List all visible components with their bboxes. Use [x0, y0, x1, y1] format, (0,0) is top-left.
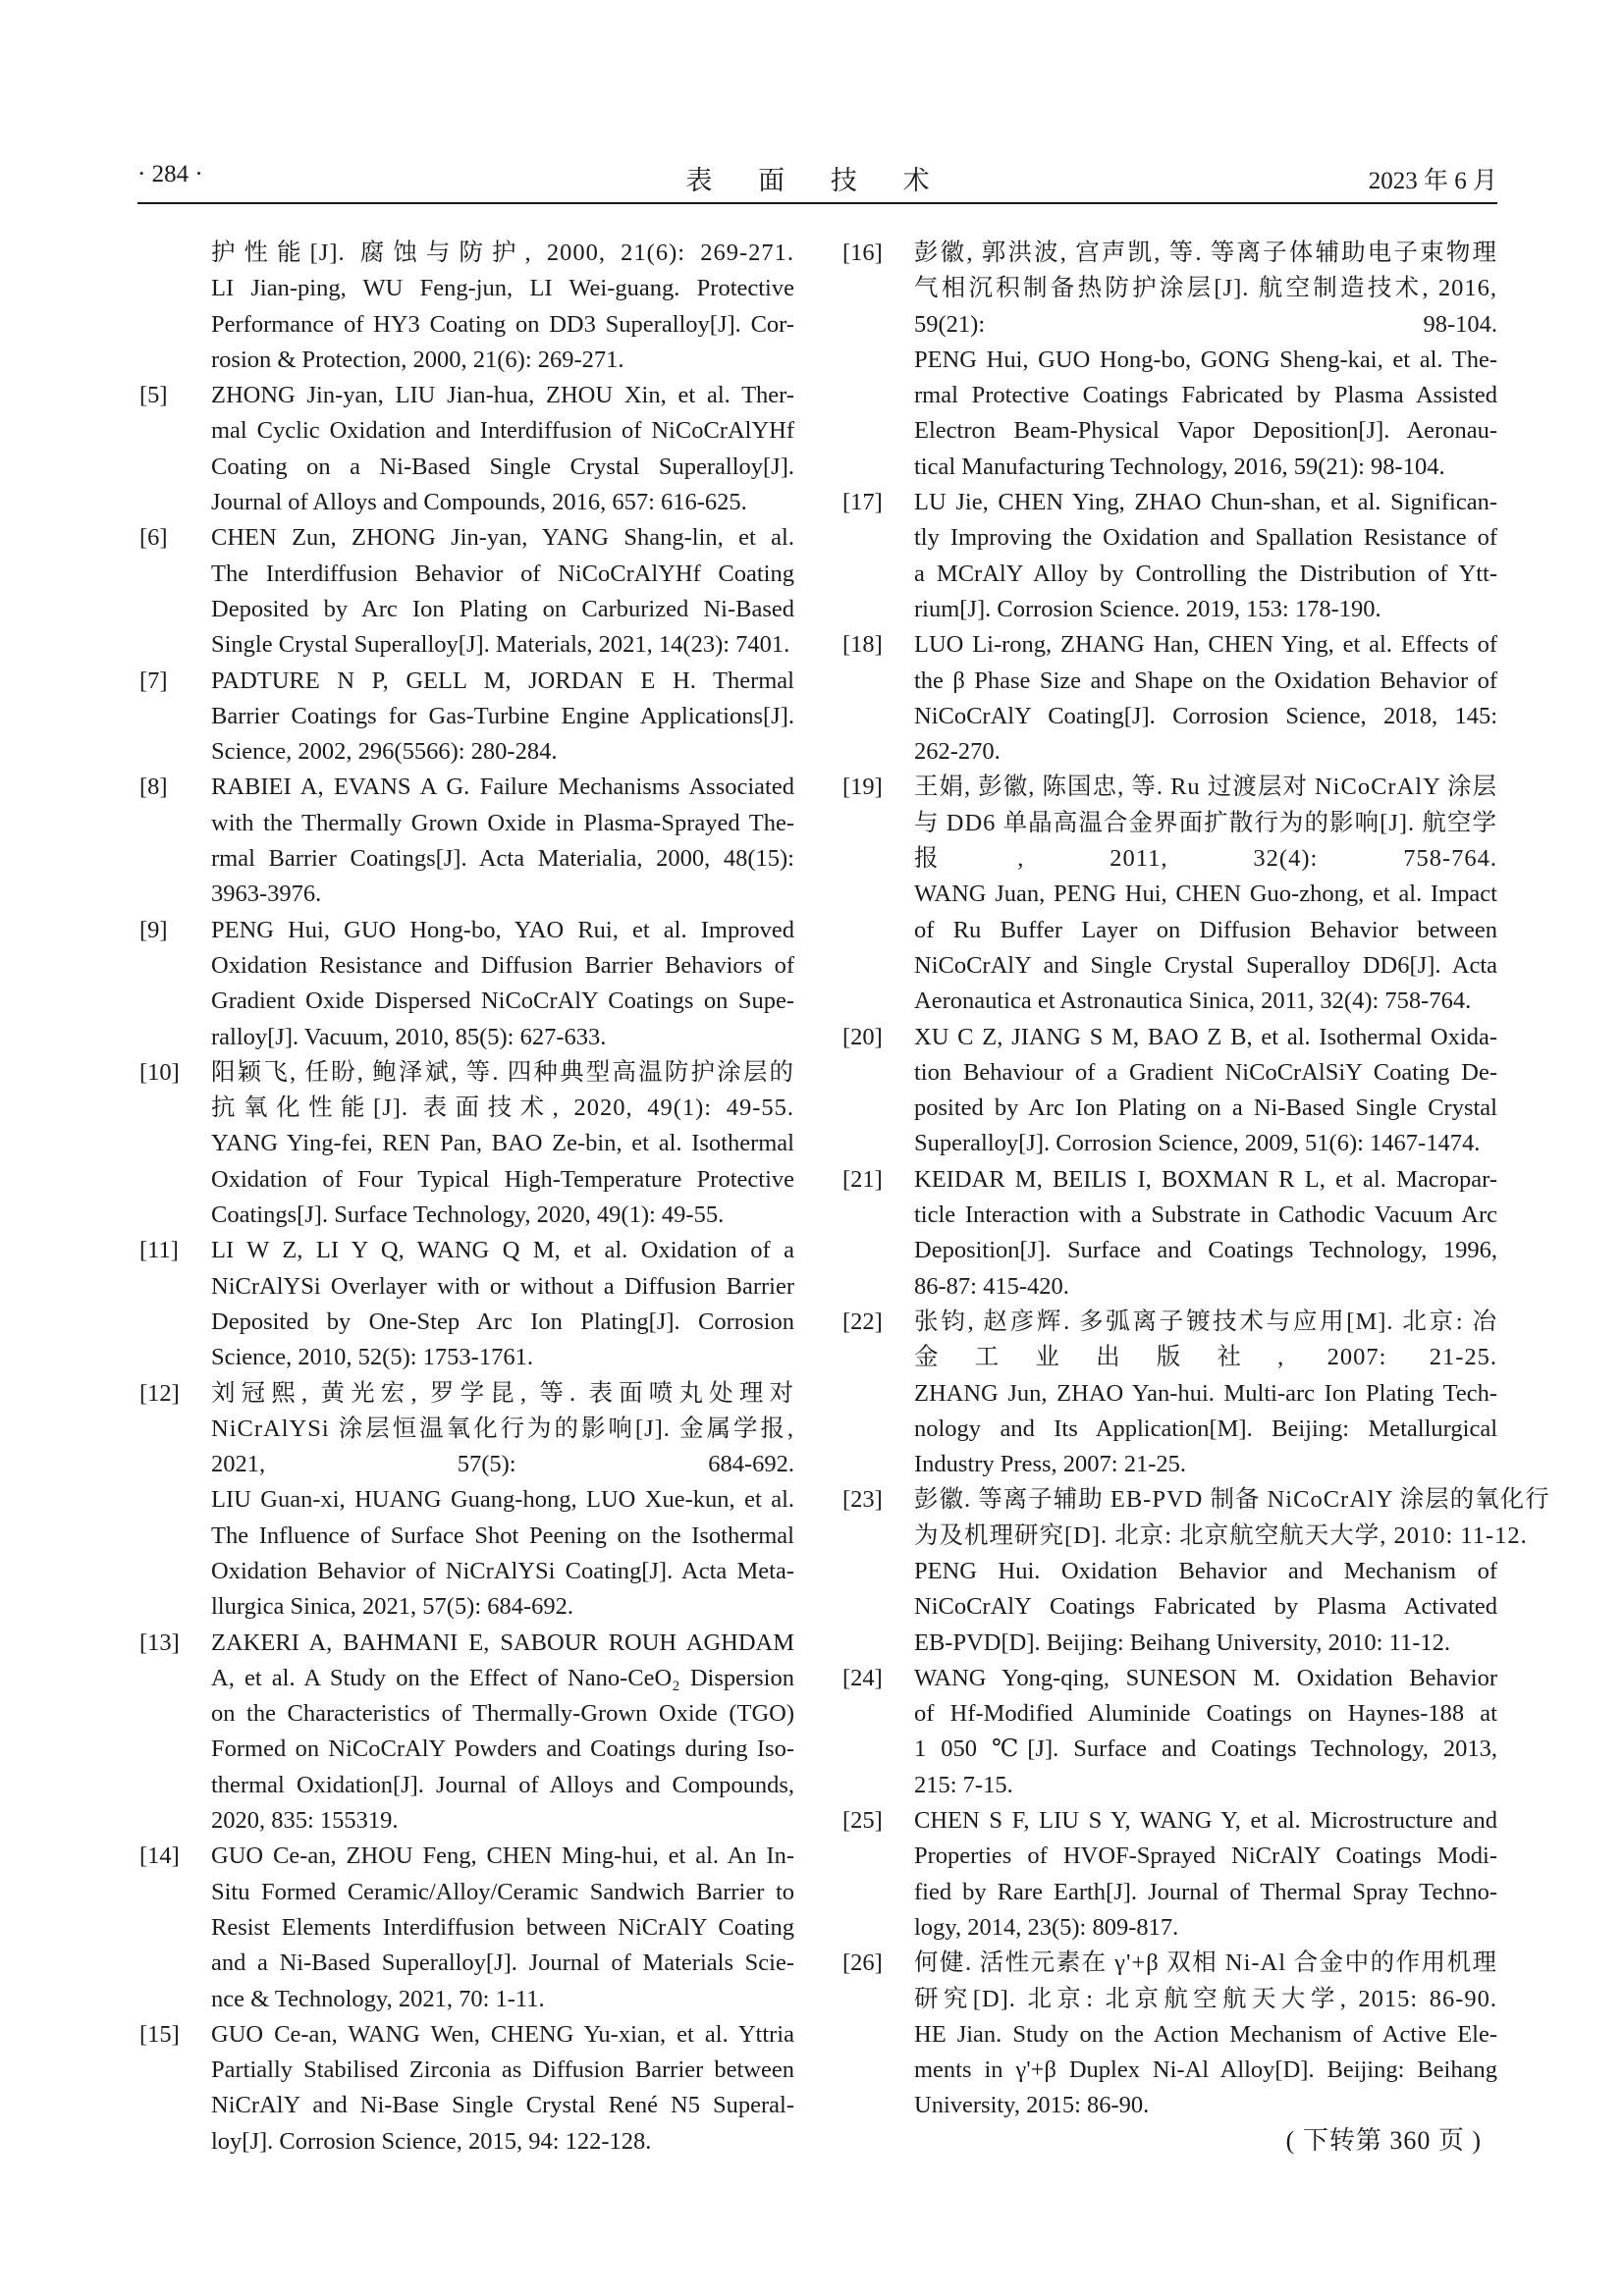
reference-text-line: NiCrAlY and Ni-Base Single Crystal René N5 Superal-	[211, 2092, 794, 2119]
reference-text-line: rosion & Protection, 2000, 21(6): 269-271.	[211, 346, 624, 373]
reference-text-line: 何健. 活性元素在 γ'+β 双相 Ni-Al 合金中的作用机理	[914, 1949, 1497, 1977]
reference-text-line: 2020, 835: 155319.	[211, 1807, 399, 1835]
reference-number: [20]	[842, 1023, 883, 1050]
reference-entry	[139, 1055, 794, 1233]
reference-text-line: ments in γ'+β Duplex Ni-Al Alloy[D]. Beijing: Beihang	[914, 2056, 1497, 2084]
reference-text-line: 抗氧化性能[J]. 表面技术, 2020, 49(1): 49-55.	[211, 1095, 794, 1122]
reference-text-line: Coating on a Ni-Based Single Crystal Superalloy[J].	[211, 453, 794, 480]
reference-text-line: 215: 7-15.	[914, 1771, 1013, 1798]
reference-text-line: 报, 2011, 32(4): 758-764.	[914, 845, 1497, 873]
reference-text-line: Properties of HVOF-Sprayed NiCrAlY Coatings Modi-	[914, 1842, 1497, 1870]
reference-text-line: 彭徽. 等离子辅助 EB-PVD 制备 NiCoCrAlY 涂层的氧化行	[914, 1486, 1550, 1514]
reference-entry	[139, 1376, 794, 1626]
reference-entry	[139, 520, 794, 663]
reference-text-line: NiCrAlYSi 涂层恒温氧化行为的影响[J]. 金属学报,	[211, 1415, 794, 1442]
reference-text-line: CHEN Zun, ZHONG Jin-yan, YANG Shang-lin, et al.	[211, 524, 794, 552]
journal-title: 表 面 技 术	[685, 166, 949, 195]
reference-entry	[842, 1946, 1497, 2123]
reference-text-line: WANG Yong-qing, SUNESON M. Oxidation Behavior	[914, 1664, 1497, 1691]
reference-text-line: rmal Protective Coatings Fabricated by Plasma Assisted	[914, 382, 1497, 409]
reference-text-line: 气相沉积制备热防护涂层[J]. 航空制造技术, 2016,	[914, 275, 1497, 302]
reference-text-line: Resist Elements Interdiffusion between NiCrAlY Coating	[211, 1913, 794, 1941]
reference-entry	[842, 1305, 1497, 1482]
reference-number: [7]	[139, 667, 168, 694]
reference-number: [19]	[842, 774, 883, 801]
reference-text-line: 59(21): 98-104.	[914, 310, 1497, 338]
reference-text-line: Barrier Coatings for Gas-Turbine Engine Applications[J].	[211, 702, 794, 729]
reference-entry	[842, 485, 1497, 627]
reference-text-line: LI Jian-ping, WU Feng-jun, LI Wei-guang. Protective	[211, 275, 794, 302]
reference-entry	[842, 236, 1497, 485]
reference-text-line: 王娟, 彭徽, 陈国忠, 等. Ru 过渡层对 NiCoCrAlY 涂层	[914, 774, 1497, 801]
reference-text-line: NiCoCrAlY Coatings Fabricated by Plasma Activated	[914, 1593, 1497, 1621]
reference-text-line: YANG Ying-fei, REN Pan, BAO Ze-bin, et al. Isothermal	[211, 1130, 794, 1157]
reference-text-line: WANG Juan, PENG Hui, CHEN Guo-zhong, et al. Impact	[914, 881, 1497, 908]
reference-text-line: LU Jie, CHEN Ying, ZHAO Chun-shan, et al. Significan-	[914, 489, 1497, 516]
reference-text-line: fied by Rare Earth[J]. Journal of Thermal Spray Techno-	[914, 1878, 1497, 1905]
reference-text-line: Deposited by Arc Ion Plating on Carburized Ni-Based	[211, 595, 794, 622]
reference-text-line: of Ru Buffer Layer on Diffusion Behavior between	[914, 916, 1497, 943]
references-right-column	[842, 236, 1550, 2124]
reference-entry	[139, 236, 794, 378]
reference-entry	[842, 1162, 1497, 1305]
reference-number: [11]	[139, 1237, 179, 1264]
reference-text-line: 阳颖飞, 任盼, 鲍泽斌, 等. 四种典型高温防护涂层的	[211, 1058, 794, 1086]
reference-text-line: 彭徽, 郭洪波, 宫声凯, 等. 等离子体辅助电子束物理	[914, 240, 1497, 266]
reference-text-line: LI W Z, LI Y Q, WANG Q M, et al. Oxidation of a	[211, 1237, 794, 1264]
reference-text-line: the β Phase Size and Shape on the Oxidation Behavior of	[914, 667, 1497, 694]
reference-number: [12]	[139, 1379, 180, 1407]
reference-entry	[842, 1482, 1550, 1660]
reference-entry	[139, 664, 794, 771]
reference-entry	[139, 913, 794, 1055]
reference-number: [9]	[139, 916, 168, 943]
reference-entry	[139, 1626, 794, 1840]
reference-text-line: Oxidation Resistance and Diffusion Barrier Behaviors of	[211, 951, 794, 979]
reference-text-line: 研究[D]. 北京: 北京航空航天大学, 2015: 86-90.	[914, 1985, 1497, 2012]
reference-number: [18]	[842, 631, 883, 659]
reference-text-line: Oxidation Behavior of NiCrAlYSi Coating[J]. Acta Meta-	[211, 1557, 794, 1584]
reference-text-line: PADTURE N P, GELL M, JORDAN E H. Thermal	[211, 667, 794, 694]
reference-text-line: RABIEI A, EVANS A G. Failure Mechanisms Associated	[211, 774, 794, 801]
reference-text-line: 86-87: 415-420.	[914, 1272, 1069, 1300]
reference-text-line: ZHANG Jun, ZHAO Yan-hui. Multi-arc Ion Plating Tech-	[914, 1379, 1497, 1407]
reference-text-line: with the Thermally Grown Oxide in Plasma-Sprayed The-	[211, 809, 794, 836]
reference-text-line: of Hf-Modified Aluminide Coatings on Haynes-188 at	[914, 1700, 1497, 1728]
reference-text-line: LUO Li-rong, ZHANG Han, CHEN Ying, et al. Effects of	[914, 631, 1497, 659]
reference-text-line: 金工业出版社, 2007: 21-25.	[914, 1344, 1497, 1371]
reference-number: [6]	[139, 524, 168, 552]
reference-text-line: XU C Z, JIANG S M, BAO Z B, et al. Isothermal Oxida-	[914, 1023, 1497, 1050]
reference-text-line: Deposited by One-Step Arc Ion Plating[J]. Corrosion	[211, 1308, 794, 1335]
reference-text-line: PENG Hui, GUO Hong-bo, GONG Sheng-kai, et al. The-	[914, 346, 1497, 373]
reference-text-line: tion Behaviour of a Gradient NiCoCrAlSiY Coating De-	[914, 1058, 1497, 1086]
reference-text-line: Single Crystal Superalloy[J]. Materials, 2021, 14(23): 7401.	[211, 631, 790, 659]
reference-text-line: ralloy[J]. Vacuum, 2010, 85(5): 627-633.	[211, 1023, 607, 1050]
reference-text-line: 刘冠熙, 黄光宏, 罗学昆, 等. 表面喷丸处理对	[211, 1379, 794, 1407]
reference-number: [16]	[842, 240, 883, 266]
reference-text-line: on the Characteristics of Thermally-Grown Oxide (TGO)	[211, 1700, 794, 1728]
reference-text-line: NiCoCrAlY and Single Crystal Superalloy DD6[J]. Acta	[914, 951, 1497, 979]
reference-text-line: posited by Arc Ion Plating on a Ni-Based Single Crystal	[914, 1095, 1497, 1122]
reference-number: [13]	[139, 1629, 180, 1656]
reference-entry	[139, 1839, 794, 2016]
reference-text-line: GUO Ce-an, ZHOU Feng, CHEN Ming-hui, et al. An In-	[211, 1842, 794, 1870]
reference-text-line: Situ Formed Ceramic/Alloy/Ceramic Sandwich Barrier to	[211, 1878, 794, 1905]
reference-text-line: CHEN S F, LIU S Y, WANG Y, et al. Microstructure and	[914, 1807, 1497, 1835]
reference-text-line: 护性能[J]. 腐蚀与防护, 2000, 21(6): 269-271.	[211, 240, 794, 266]
reference-text-line: a MCrAlY Alloy by Controlling the Distribution of Ytt-	[914, 560, 1497, 587]
reference-text-line: ZHONG Jin-yan, LIU Jian-hua, ZHOU Xin, et al. Ther-	[211, 382, 794, 409]
reference-text-line: Partially Stabilised Zirconia as Diffusion Barrier between	[211, 2056, 794, 2084]
reference-text-line: NiCoCrAlY Coating[J]. Corrosion Science, 2018, 145:	[914, 702, 1497, 729]
reference-text-line: 张钧, 赵彦辉. 多弧离子镀技术与应用[M]. 北京: 冶	[914, 1308, 1497, 1335]
reference-text-line: Electron Beam-Physical Vapor Deposition[J]. Aeronau-	[914, 417, 1497, 445]
reference-text-line: 1 050 ℃[J]. Surface and Coatings Technology, 2013,	[914, 1735, 1497, 1763]
reference-text-line: mal Cyclic Oxidation and Interdiffusion of NiCoCrAlYHf	[211, 417, 794, 445]
reference-number: [26]	[842, 1949, 883, 1977]
reference-text-line: loy[J]. Corrosion Science, 2015, 94: 122-128.	[211, 2127, 652, 2155]
reference-text-line: PENG Hui. Oxidation Behavior and Mechanism of	[914, 1557, 1497, 1584]
reference-text-line: The Influence of Surface Shot Peening on the Isothermal	[211, 1522, 794, 1549]
reference-entry	[842, 1020, 1497, 1162]
reference-text-line: ZAKERI A, BAHMANI E, SABOUR ROUH AGHDAM	[211, 1629, 794, 1656]
reference-number: [15]	[139, 2020, 180, 2048]
reference-number: [17]	[842, 489, 883, 516]
reference-number: [5]	[139, 382, 168, 409]
reference-text-line: NiCrAlYSi Overlayer with or without a Diffusion Barrier	[211, 1272, 794, 1300]
reference-text-line: Formed on NiCoCrAlY Powders and Coatings during Iso-	[211, 1735, 794, 1763]
reference-text-line: GUO Ce-an, WANG Wen, CHENG Yu-xian, et al. Yttria	[211, 2020, 794, 2048]
reference-text-line: thermal Oxidation[J]. Journal of Alloys and Compounds,	[211, 1771, 794, 1798]
reference-number: [23]	[842, 1486, 883, 1514]
reference-text-line: EB-PVD[D]. Beijing: Beihang University, 2010: 11-12.	[914, 1629, 1450, 1656]
reference-number: [14]	[139, 1842, 180, 1870]
reference-text-line: and a Ni-Based Superalloy[J]. Journal of Materials Scie-	[211, 1949, 794, 1977]
reference-text-line: nce & Technology, 2021, 70: 1-11.	[211, 1985, 545, 2012]
reference-text-line: Journal of Alloys and Compounds, 2016, 657: 616-625.	[211, 489, 747, 516]
reference-text-line: nology and Its Application[M]. Beijing: Metallurgical	[914, 1415, 1497, 1442]
reference-entry	[842, 1803, 1497, 1946]
reference-text-line: LIU Guan-xi, HUANG Guang-hong, LUO Xue-kun, et al.	[211, 1486, 794, 1514]
reference-text-line: Gradient Oxide Dispersed NiCoCrAlY Coatings on Supe-	[211, 988, 794, 1015]
reference-text-line: Aeronautica et Astronautica Sinica, 2011, 32(4): 758-764.	[914, 988, 1472, 1015]
reference-text-line: Oxidation of Four Typical High-Temperature Protective	[211, 1165, 794, 1193]
reference-text-line: Superalloy[J]. Corrosion Science, 2009, 51(6): 1467-1474.	[914, 1130, 1481, 1157]
reference-text-line: The Interdiffusion Behavior of NiCoCrAlYHf Coating	[211, 560, 794, 587]
reference-text-line: 262-270.	[914, 738, 1001, 766]
reference-text-line: llurgica Sinica, 2021, 57(5): 684-692.	[211, 1593, 574, 1621]
continuation-note: ( 下转第 360 页 )	[1285, 2126, 1482, 2155]
reference-text-line: 3963-3976.	[211, 881, 322, 908]
reference-text-line: tly Improving the Oxidation and Spallation Resistance of	[914, 524, 1497, 552]
reference-number: [22]	[842, 1308, 883, 1335]
reference-number: [10]	[139, 1058, 180, 1086]
reference-text-line: HE Jian. Study on the Action Mechanism of Active Ele-	[914, 2020, 1497, 2048]
reference-text-line: logy, 2014, 23(5): 809-817.	[914, 1913, 1179, 1941]
page-header	[137, 157, 1497, 204]
reference-entry	[842, 1661, 1497, 1803]
reference-text-line: Coatings[J]. Surface Technology, 2020, 49(1): 49-55.	[211, 1201, 725, 1229]
reference-text-line: 2021, 57(5): 684-692.	[211, 1451, 794, 1478]
reference-text-line: University, 2015: 86-90.	[914, 2092, 1150, 2119]
reference-text-line: A, et al. A Study on the Effect of Nano-CeO₂ Dispersion	[211, 1664, 794, 1691]
reference-text-line: tical Manufacturing Technology, 2016, 59(21): 98-104.	[914, 453, 1445, 480]
reference-text-line: Industry Press, 2007: 21-25.	[914, 1451, 1186, 1478]
reference-text-line: Deposition[J]. Surface and Coatings Technology, 1996,	[914, 1237, 1497, 1264]
reference-text-line: Performance of HY3 Coating on DD3 Superalloy[J]. Cor-	[211, 310, 794, 338]
reference-text-line: 与 DD6 单晶高温合金界面扩散行为的影响[J]. 航空学	[914, 809, 1497, 836]
reference-text-line: 为及机理研究[D]. 北京: 北京航空航天大学, 2010: 11-12.	[914, 1522, 1528, 1549]
references-left-column	[139, 236, 794, 2160]
reference-text-line: Science, 2002, 296(5566): 280-284.	[211, 738, 558, 766]
reference-number: [8]	[139, 774, 168, 801]
reference-entry	[139, 2017, 794, 2160]
reference-text-line: KEIDAR M, BEILIS I, BOXMAN R L, et al. Macropar-	[914, 1165, 1497, 1193]
reference-number: [25]	[842, 1807, 883, 1835]
reference-text-line: rmal Barrier Coatings[J]. Acta Materialia, 2000, 48(15):	[211, 845, 794, 873]
reference-text-line: rium[J]. Corrosion Science. 2019, 153: 178-190.	[914, 595, 1381, 622]
reference-entry	[139, 378, 794, 520]
reference-entry	[842, 627, 1497, 770]
reference-text-line: Science, 2010, 52(5): 1753-1761.	[211, 1344, 533, 1371]
reference-text-line: ticle Interaction with a Substrate in Cathodic Vacuum Arc	[914, 1201, 1497, 1229]
reference-text-line: PENG Hui, GUO Hong-bo, YAO Rui, et al. Improved	[211, 916, 794, 943]
reference-number: [24]	[842, 1664, 883, 1691]
reference-entry	[139, 770, 794, 912]
reference-entry	[842, 770, 1497, 1019]
reference-number: [21]	[842, 1165, 883, 1193]
issue-date: 2023 年 6 月	[1368, 168, 1497, 194]
reference-entry	[139, 1233, 794, 1375]
page-number: · 284 ·	[137, 161, 203, 187]
